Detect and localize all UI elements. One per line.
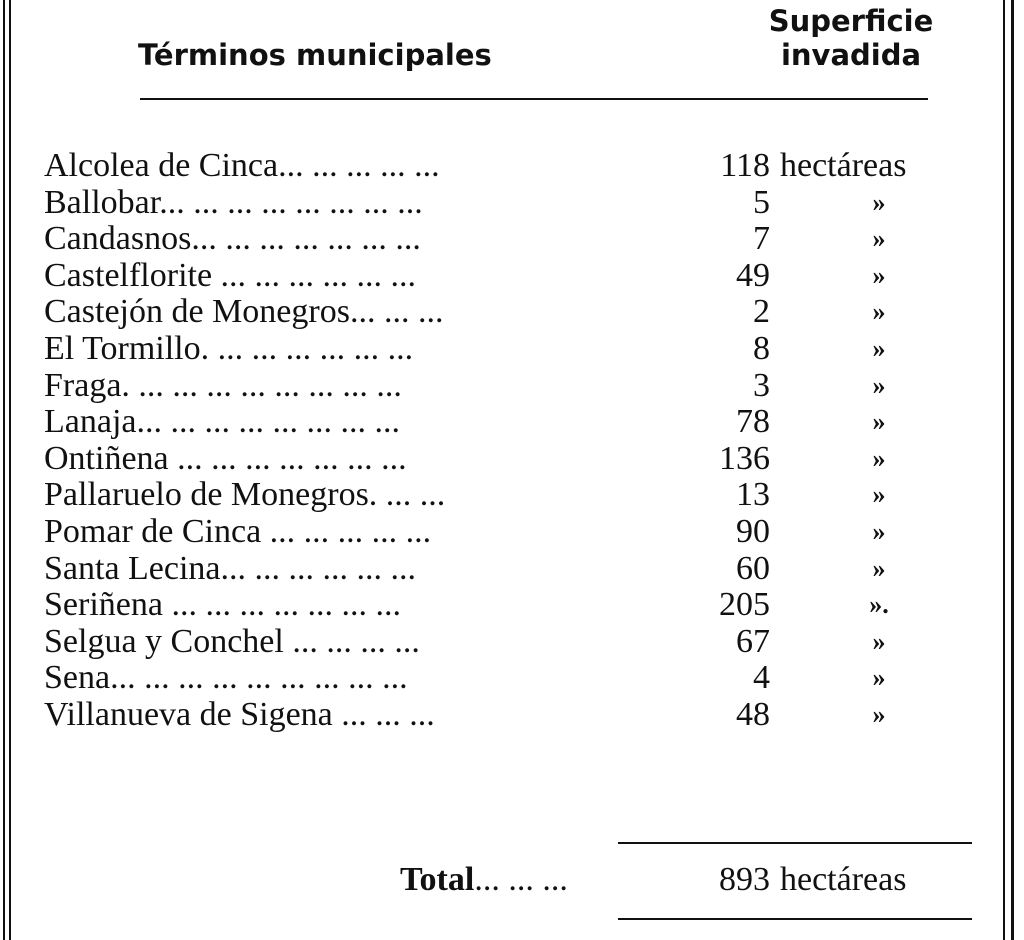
municipality-name: Selgua y Conchel ... ... ... ...	[44, 623, 420, 660]
total-label-group	[400, 858, 690, 902]
area-value: 3	[753, 366, 770, 404]
table-row	[44, 258, 984, 295]
area-value: 2	[753, 293, 770, 331]
table-row	[44, 477, 984, 514]
municipality-name: Castejón de Monegros... ... ...	[44, 294, 444, 331]
area-unit: hectáreas	[780, 147, 907, 184]
header-rule	[140, 98, 928, 100]
municipality-name: Pallaruelo de Monegros. ... ...	[44, 477, 446, 514]
column-header-municipalities: Términos municipales	[138, 38, 492, 72]
ditto-mark: »	[872, 443, 886, 473]
municipality-name: Lanaja... ... ... ... ... ... ... ...	[44, 404, 400, 441]
area-value: 78	[736, 403, 770, 441]
frame-border-right-outer	[1011, 0, 1014, 940]
municipality-name: Villanueva de Sigena ... ... ...	[44, 696, 435, 733]
area-value: 48	[736, 695, 770, 733]
municipality-name: Sena... ... ... ... ... ... ... ... ...	[44, 660, 408, 697]
table-row	[44, 697, 984, 734]
area-value: 60	[736, 549, 770, 587]
frame-border-left-inner	[9, 0, 11, 940]
ditto-mark: ».	[869, 590, 889, 620]
total-label: Total	[400, 861, 475, 898]
ditto-mark: »	[872, 663, 886, 693]
municipality-name: Santa Lecina... ... ... ... ... ...	[44, 550, 417, 587]
table-row	[44, 587, 984, 624]
area-value: 13	[736, 476, 770, 514]
ditto-mark: »	[872, 480, 886, 510]
table-row	[44, 551, 984, 588]
table-body	[44, 148, 984, 734]
total-unit: hectáreas	[780, 861, 907, 898]
ditto-mark: »	[872, 553, 886, 583]
table-row	[44, 294, 984, 331]
table-row	[44, 514, 984, 551]
table-row	[44, 660, 984, 697]
table-row	[44, 404, 984, 441]
area-value: 5	[753, 183, 770, 221]
total-rule-bottom	[618, 918, 972, 920]
municipality-name: Candasnos... ... ... ... ... ... ...	[44, 221, 421, 258]
area-value: 67	[736, 622, 770, 660]
municipality-name: Pomar de Cinca ... ... ... ... ...	[44, 513, 432, 550]
area-value: 136	[719, 439, 770, 477]
ditto-mark: »	[872, 516, 886, 546]
table-row	[44, 368, 984, 405]
column-header-area-line2: invadida	[780, 38, 922, 72]
table-row	[44, 331, 984, 368]
ditto-mark: »	[872, 224, 886, 254]
area-value: 7	[753, 220, 770, 258]
table-row	[44, 624, 984, 661]
table-row	[44, 441, 984, 478]
column-header-area	[706, 4, 996, 72]
municipality-name: Seriñena ... ... ... ... ... ... ...	[44, 587, 401, 624]
table-row	[44, 185, 984, 222]
ditto-mark: »	[872, 297, 886, 327]
total-leader-dots: ... ... ...	[474, 861, 568, 898]
municipality-name: Fraga. ... ... ... ... ... ... ... ...	[44, 367, 402, 404]
municipality-name: Alcolea de Cinca... ... ... ... ...	[44, 148, 440, 184]
ditto-mark: »	[872, 333, 886, 363]
area-value: 4	[753, 659, 770, 697]
area-value: 90	[736, 512, 770, 550]
total-value: 893	[719, 861, 770, 898]
table-row	[44, 221, 984, 258]
municipality-name: Castelflorite ... ... ... ... ... ...	[44, 257, 417, 294]
municipality-name: El Tormillo. ... ... ... ... ... ...	[44, 330, 414, 367]
frame-border-right-inner	[1003, 0, 1005, 940]
ditto-mark: »	[872, 626, 886, 656]
area-value: 118	[720, 147, 770, 184]
municipality-name: Ballobar... ... ... ... ... ... ... ...	[44, 184, 423, 221]
area-value: 8	[753, 329, 770, 367]
frame-border-left-outer	[3, 0, 5, 940]
ditto-mark: »	[872, 407, 886, 437]
municipality-name: Ontiñena ... ... ... ... ... ... ...	[44, 440, 407, 477]
area-value: 205	[719, 586, 770, 624]
total-rule-top	[618, 842, 972, 844]
area-value: 49	[736, 256, 770, 294]
ditto-mark: »	[872, 370, 886, 400]
table-row	[44, 148, 984, 185]
ditto-mark: »	[872, 260, 886, 290]
ditto-mark: »	[872, 187, 886, 217]
column-header-area-line1: Superficie	[768, 4, 934, 38]
ditto-mark: »	[872, 699, 886, 729]
total-row	[360, 858, 1000, 902]
